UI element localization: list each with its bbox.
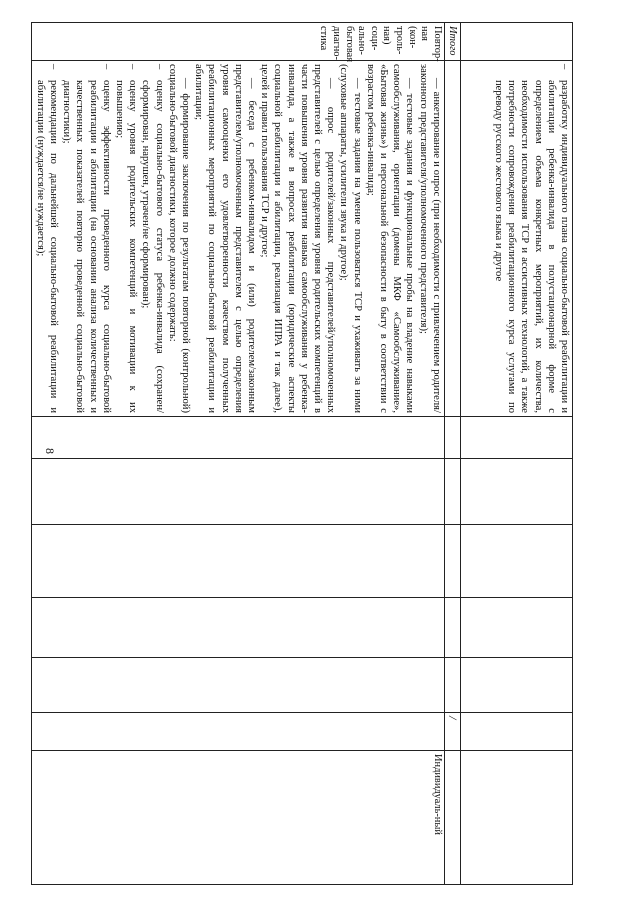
paragraph: — анкетирование и опрос (при необходимости с привлечением родителя/законного представителя/уполномоченного представителя); [417, 64, 442, 413]
page-number: 8 [43, 448, 57, 454]
list-item-text: разработку индивидуального плана социально-бытовой реабилитации и абилитации ребенка-инвалида в полустационарной форме с определением объема конкретных мероприятий, их количества, необходимости использования ТСР и ассистивных технологий, а также потребности сопровождения реабилитационного курса услугами по переводу русского жестового языка и другое [492, 80, 570, 413]
list-bullet: – [559, 64, 570, 70]
paragraph: — тестовые задания на умение пользоваться ТСР и ухаживать за ними (слуховые аппараты, усилители звука и другое); [338, 64, 363, 413]
list-item-text: оценку уровня родительских компетенций и мотивации к их повышению; [113, 80, 139, 413]
list-bullet: – [47, 64, 59, 70]
itogo-mark: / [444, 713, 460, 751]
table-row-continuation [461, 23, 573, 885]
table-row-stage [32, 23, 444, 885]
stage-cell-empty [461, 23, 573, 61]
list-item [113, 64, 139, 413]
list-bullet: – [153, 64, 165, 70]
list-item-text: оценку социально-бытового статуса ребенка-инвалида (сохранен/сформирован, нарушен, утрачен/не сформирован); [140, 80, 165, 413]
list-bullet: – [127, 64, 139, 70]
table-row-itogo [444, 23, 460, 885]
service-type: Индивидуаль-ный [32, 751, 444, 885]
list-item [139, 64, 165, 413]
content-cell-continuation [461, 61, 573, 417]
paragraph: — беседа с ребенком-инвалидом и (или) родителем/законным представителем/уполномоченным представителем с целью определения уровня самооценки его удовлетворенности качеством полученных реабилитационных мероприятий по социально-бытовой реабилитации и абилитации; [193, 64, 257, 413]
list-item-text: рекомендации по дальнейшей социально-бытовой реабилитации и абилитации (нуждается/не нуждается); [34, 80, 59, 413]
service-table [34, 22, 573, 884]
list-item [34, 64, 60, 413]
list-item-text: оценку эффективности проведенного курса социально-бытовой реабилитации и абилитации (на основании анализа количественных и качественных показателей повторно проведенной социально-бытовой диагностики); [61, 80, 112, 413]
table [32, 22, 574, 885]
list-bullet: – [100, 64, 112, 70]
stage-name: Повтор-ная (кон-троль-ная) соци-ально-бытовая диагно-стика [32, 23, 444, 61]
content-cell-stage [32, 61, 444, 417]
itogo-label: Итого [444, 23, 460, 61]
list-item [60, 64, 113, 413]
list-item [492, 64, 571, 413]
paragraph: — опрос родителей/законных представителей/уполномоченных представителей с целью определения уровня родительских компетенций в части повышения уровня развития навыка самообслуживания у ребенка-инвалида, а также в вопросах реабилитации (юридические аспекты социальной реабилитации и абилитации, реализация ИПРА и так далее), целей и правил пользования ТСР и другое; [259, 64, 337, 413]
paragraph: — формирование заключения по результатам повторной (контрольной) социально-бытовой диагностики, которое должно содержать: [166, 64, 191, 413]
paragraph: — тестовые задания и функциональные пробы на владение навыками самообслуживания, ориентации (домены МКФ «Самообслуживание», «Бытовая жизнь») и персональной безопасности в быту в соответствии с возрастом ребенка-инвалида; [364, 64, 416, 413]
